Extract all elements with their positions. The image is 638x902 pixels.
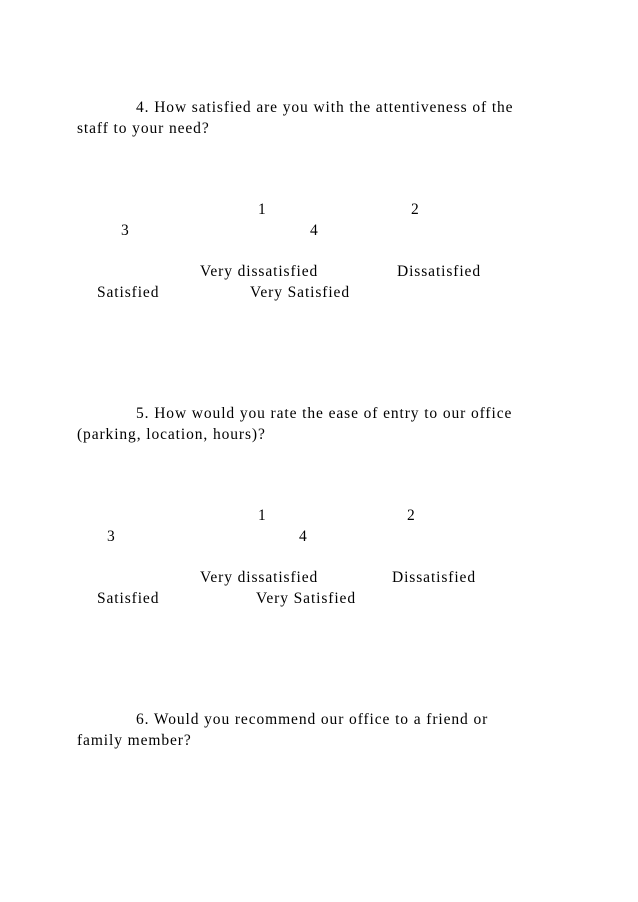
question-5-scale-number-3: 3 xyxy=(107,528,116,545)
question-4-scale-number-3: 3 xyxy=(121,222,130,239)
question-5-scale-number-2: 2 xyxy=(407,507,416,524)
question-5-scale-label-satisfied: Satisfied xyxy=(97,590,160,607)
question-5-scale-label-dissatisfied: Dissatisfied xyxy=(392,569,476,586)
question-6-text-line-1: 6. Would you recommend our office to a friend or xyxy=(136,711,489,728)
question-4-scale-number-1: 1 xyxy=(258,201,267,218)
question-5-scale-number-4: 4 xyxy=(299,528,308,545)
question-6-text-line-2: family member? xyxy=(77,732,192,749)
question-4-scale-number-4: 4 xyxy=(310,222,319,239)
question-4-scale-label-dissatisfied: Dissatisfied xyxy=(397,263,481,280)
question-4-text-line-2: staff to your need? xyxy=(77,120,210,137)
question-5-scale-label-very-satisfied: Very Satisfied xyxy=(256,590,356,607)
question-5-text-line-2: (parking, location, hours)? xyxy=(77,426,266,443)
question-4-scale-label-very-satisfied: Very Satisfied xyxy=(250,284,350,301)
question-4-scale-label-very-dissatisfied: Very dissatisfied xyxy=(200,263,319,280)
question-5-text-line-1: 5. How would you rate the ease of entry to our office xyxy=(136,405,513,422)
question-4-scale-label-satisfied: Satisfied xyxy=(97,284,160,301)
question-4-text-line-1: 4. How satisfied are you with the attentiveness of the xyxy=(136,99,514,116)
question-5-scale-label-very-dissatisfied: Very dissatisfied xyxy=(200,569,319,586)
question-4-scale-number-2: 2 xyxy=(411,201,420,218)
question-5-scale-number-1: 1 xyxy=(258,507,267,524)
